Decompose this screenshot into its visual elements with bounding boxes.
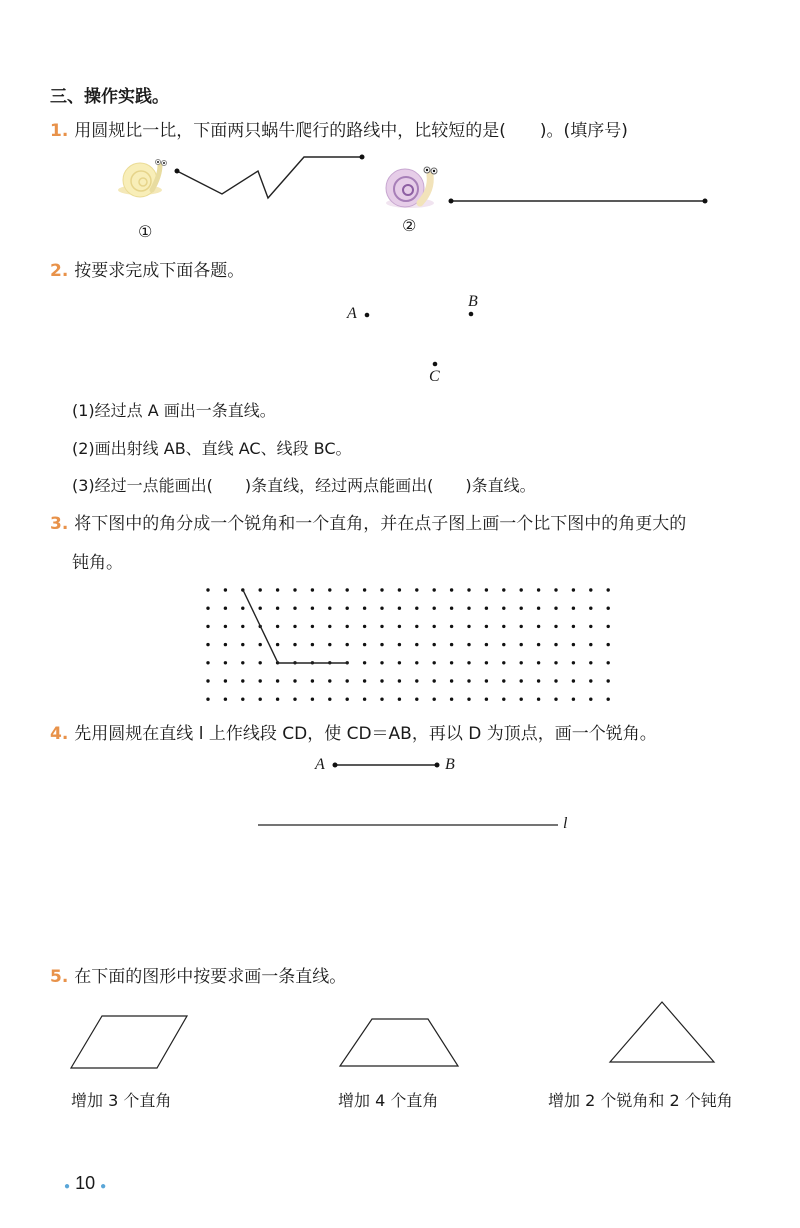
- grid-dot: [346, 588, 349, 591]
- grid-dot: [380, 643, 383, 646]
- grid-dot: [607, 607, 610, 610]
- grid-dot: [415, 625, 418, 628]
- grid-dot: [520, 643, 523, 646]
- grid-dot: [328, 679, 331, 682]
- grid-dot: [485, 607, 488, 610]
- grid-dot: [467, 607, 470, 610]
- grid-dot: [241, 643, 244, 646]
- grid-dot: [520, 625, 523, 628]
- question-2-number: 2.: [50, 261, 69, 281]
- question-5-number: 5.: [50, 967, 69, 987]
- grid-dot: [537, 679, 540, 682]
- grid-dot: [311, 679, 314, 682]
- grid-dot: [363, 625, 366, 628]
- grid-dot: [398, 643, 401, 646]
- grid-dot: [206, 625, 209, 628]
- grid-dot: [537, 625, 540, 628]
- point-b-label-q4: B: [445, 756, 455, 773]
- triangle-shape: [610, 1002, 714, 1062]
- grid-dot: [398, 698, 401, 701]
- grid-dot: [415, 643, 418, 646]
- grid-dot: [502, 625, 505, 628]
- grid-dot: [450, 643, 453, 646]
- grid-dot: [554, 679, 557, 682]
- point-c: [433, 362, 438, 367]
- grid-dot: [259, 607, 262, 610]
- grid-dot: [589, 625, 592, 628]
- grid-dot: [537, 607, 540, 610]
- grid-dot: [293, 679, 296, 682]
- snail-2-icon: [386, 167, 437, 208]
- grid-dot: [363, 698, 366, 701]
- grid-dot: [311, 698, 314, 701]
- grid-dot: [206, 679, 209, 682]
- grid-dot: [241, 679, 244, 682]
- route-2-label: ②: [402, 216, 417, 235]
- line-l-label: l: [563, 815, 568, 832]
- grid-dot: [467, 698, 470, 701]
- grid-dot: [589, 643, 592, 646]
- caption-parallelogram: 增加 3 个直角: [71, 1091, 172, 1110]
- grid-dot: [450, 607, 453, 610]
- question-2-part-3: (3)经过一点能画出( )条直线，经过两点能画出( )条直线。: [72, 476, 536, 495]
- grid-dot: [398, 625, 401, 628]
- grid-dot: [607, 625, 610, 628]
- grid-dot: [224, 661, 227, 664]
- grid-dot: [311, 643, 314, 646]
- grid-dot: [554, 698, 557, 701]
- grid-dot: [380, 679, 383, 682]
- grid-dot: [293, 643, 296, 646]
- route-1: [175, 155, 365, 199]
- grid-dot: [485, 588, 488, 591]
- grid-dot: [589, 661, 592, 664]
- grid-dot: [433, 661, 436, 664]
- question-4-number: 4.: [50, 724, 69, 744]
- grid-dot: [589, 588, 592, 591]
- parallelogram-shape: [71, 1016, 187, 1068]
- question-2-part-1: (1)经过点 A 画出一条直线。: [72, 401, 276, 420]
- section-title: 三、操作实践。: [50, 87, 169, 107]
- grid-dot: [450, 661, 453, 664]
- grid-dot: [467, 679, 470, 682]
- grid-dot: [380, 607, 383, 610]
- grid-dot: [589, 607, 592, 610]
- grid-dot: [206, 661, 209, 664]
- grid-dot: [589, 679, 592, 682]
- grid-dot: [398, 588, 401, 591]
- grid-dot: [328, 698, 331, 701]
- grid-dot: [502, 698, 505, 701]
- grid-dot: [537, 588, 540, 591]
- grid-dot: [363, 607, 366, 610]
- grid-dot: [224, 643, 227, 646]
- grid-dot: [241, 625, 244, 628]
- grid-dot: [363, 643, 366, 646]
- grid-dot: [485, 679, 488, 682]
- grid-dot: [328, 625, 331, 628]
- grid-dot: [293, 607, 296, 610]
- question-5: [50, 964, 346, 990]
- grid-dot: [311, 588, 314, 591]
- grid-dot: [259, 588, 262, 591]
- grid-dot: [259, 661, 262, 664]
- grid-dot: [415, 607, 418, 610]
- grid-dot: [450, 588, 453, 591]
- grid-dot: [346, 643, 349, 646]
- point-b-label: B: [468, 293, 478, 310]
- grid-dot: [520, 661, 523, 664]
- grid-dot: [206, 607, 209, 610]
- grid-dot: [241, 698, 244, 701]
- grid-dot: [311, 607, 314, 610]
- grid-dot: [433, 588, 436, 591]
- grid-dot: [328, 607, 331, 610]
- grid-dot: [415, 698, 418, 701]
- grid-dot: [502, 607, 505, 610]
- grid-dot: [276, 698, 279, 701]
- grid-dot: [346, 679, 349, 682]
- grid-dot: [380, 588, 383, 591]
- grid-dot: [293, 625, 296, 628]
- dot-grid: [206, 588, 610, 701]
- grid-dot: [467, 625, 470, 628]
- grid-dot: [241, 607, 244, 610]
- grid-dot: [276, 607, 279, 610]
- page-dot-left-icon: ●: [64, 1181, 71, 1192]
- grid-dot: [293, 698, 296, 701]
- point-b: [469, 312, 474, 317]
- question-1-text: 用圆规比一比，下面两只蜗牛爬行的路线中，比较短的是( )。(填序号): [74, 121, 628, 141]
- grid-dot: [276, 588, 279, 591]
- grid-dot: [485, 698, 488, 701]
- grid-dot: [554, 643, 557, 646]
- grid-dot: [485, 625, 488, 628]
- grid-dot: [433, 625, 436, 628]
- grid-dot: [433, 607, 436, 610]
- grid-dot: [380, 661, 383, 664]
- grid-dot: [311, 625, 314, 628]
- grid-dot: [572, 643, 575, 646]
- question-4: [50, 721, 657, 747]
- grid-dot: [433, 698, 436, 701]
- grid-dot: [554, 661, 557, 664]
- grid-dot: [206, 588, 209, 591]
- grid-dot: [276, 643, 279, 646]
- grid-dot: [415, 588, 418, 591]
- grid-dot: [380, 625, 383, 628]
- grid-dot: [502, 661, 505, 664]
- grid-dot: [554, 625, 557, 628]
- grid-dot: [363, 661, 366, 664]
- point-a-label-q4: A: [315, 756, 325, 773]
- grid-dot: [572, 588, 575, 591]
- grid-dot: [554, 607, 557, 610]
- question-3-text-line-2: 钝角。: [72, 553, 123, 573]
- grid-dot: [259, 643, 262, 646]
- grid-dot: [206, 698, 209, 701]
- grid-dot: [485, 661, 488, 664]
- grid-dot: [346, 607, 349, 610]
- grid-dot: [572, 661, 575, 664]
- grid-dot: [398, 661, 401, 664]
- grid-dot: [572, 698, 575, 701]
- point-c-label: C: [429, 368, 440, 385]
- grid-dot: [415, 661, 418, 664]
- grid-dot: [380, 698, 383, 701]
- question-2-text: 按要求完成下面各题。: [74, 261, 245, 281]
- grid-dot: [572, 607, 575, 610]
- grid-dot: [467, 643, 470, 646]
- grid-dot: [537, 643, 540, 646]
- grid-dot: [241, 661, 244, 664]
- grid-dot: [607, 588, 610, 591]
- grid-dot: [363, 588, 366, 591]
- grid-dot: [224, 679, 227, 682]
- page-number: [64, 1173, 106, 1194]
- grid-dot: [537, 661, 540, 664]
- grid-dot: [502, 679, 505, 682]
- grid-dot: [224, 607, 227, 610]
- grid-dot: [520, 588, 523, 591]
- grid-dot: [607, 679, 610, 682]
- grid-dot: [328, 588, 331, 591]
- grid-dot: [363, 679, 366, 682]
- route-2: [449, 199, 708, 204]
- grid-dot: [607, 698, 610, 701]
- caption-trapezoid: 增加 4 个直角: [338, 1091, 439, 1110]
- grid-dot: [520, 607, 523, 610]
- grid-dot: [346, 625, 349, 628]
- grid-dot: [276, 625, 279, 628]
- grid-dot: [328, 643, 331, 646]
- grid-dot: [415, 679, 418, 682]
- route-1-label: ①: [138, 222, 153, 241]
- grid-dot: [224, 625, 227, 628]
- trapezoid-shape: [340, 1019, 458, 1066]
- grid-dot: [206, 643, 209, 646]
- grid-dot: [224, 588, 227, 591]
- segment-ab: [333, 763, 440, 768]
- grid-dot: [398, 607, 401, 610]
- grid-dot: [224, 698, 227, 701]
- grid-dot: [607, 661, 610, 664]
- grid-dot: [398, 679, 401, 682]
- question-3-number: 3.: [50, 514, 69, 534]
- question-3-text-line-1: 将下图中的角分成一个锐角和一个直角，并在点子图上画一个比下图中的角更大的: [74, 514, 687, 534]
- point-a-label: A: [347, 305, 357, 322]
- snail-1-icon: [118, 160, 167, 198]
- page-number-text: 10: [75, 1173, 96, 1193]
- grid-dot: [259, 698, 262, 701]
- question-2: [50, 258, 244, 284]
- grid-dot: [450, 679, 453, 682]
- grid-dot: [520, 698, 523, 701]
- grid-dot: [433, 679, 436, 682]
- question-4-text: 先用圆规在直线 l 上作线段 CD，使 CD＝AB，再以 D 为顶点，画一个锐角。: [74, 724, 657, 744]
- grid-dot: [485, 643, 488, 646]
- grid-dot: [450, 698, 453, 701]
- grid-dot: [433, 643, 436, 646]
- grid-dot: [502, 643, 505, 646]
- grid-dot: [589, 698, 592, 701]
- grid-dot: [572, 625, 575, 628]
- grid-dot: [537, 698, 540, 701]
- grid-dot: [450, 625, 453, 628]
- grid-dot: [276, 679, 279, 682]
- grid-dot: [607, 643, 610, 646]
- question-3: [50, 511, 686, 537]
- grid-dot: [467, 588, 470, 591]
- page-dot-right-icon: ●: [100, 1181, 107, 1192]
- grid-dot: [259, 679, 262, 682]
- question-1-number: 1.: [50, 121, 69, 141]
- grid-dot: [520, 679, 523, 682]
- grid-dot: [554, 588, 557, 591]
- question-2-part-2: (2)画出射线 AB、直线 AC、线段 BC。: [72, 439, 352, 458]
- question-5-text: 在下面的图形中按要求画一条直线。: [74, 967, 347, 987]
- grid-dot: [572, 679, 575, 682]
- grid-dot: [346, 698, 349, 701]
- point-a: [365, 313, 370, 318]
- grid-dot: [293, 588, 296, 591]
- grid-dot: [502, 588, 505, 591]
- grid-dot: [467, 661, 470, 664]
- caption-triangle: 增加 2 个锐角和 2 个钝角: [548, 1091, 733, 1110]
